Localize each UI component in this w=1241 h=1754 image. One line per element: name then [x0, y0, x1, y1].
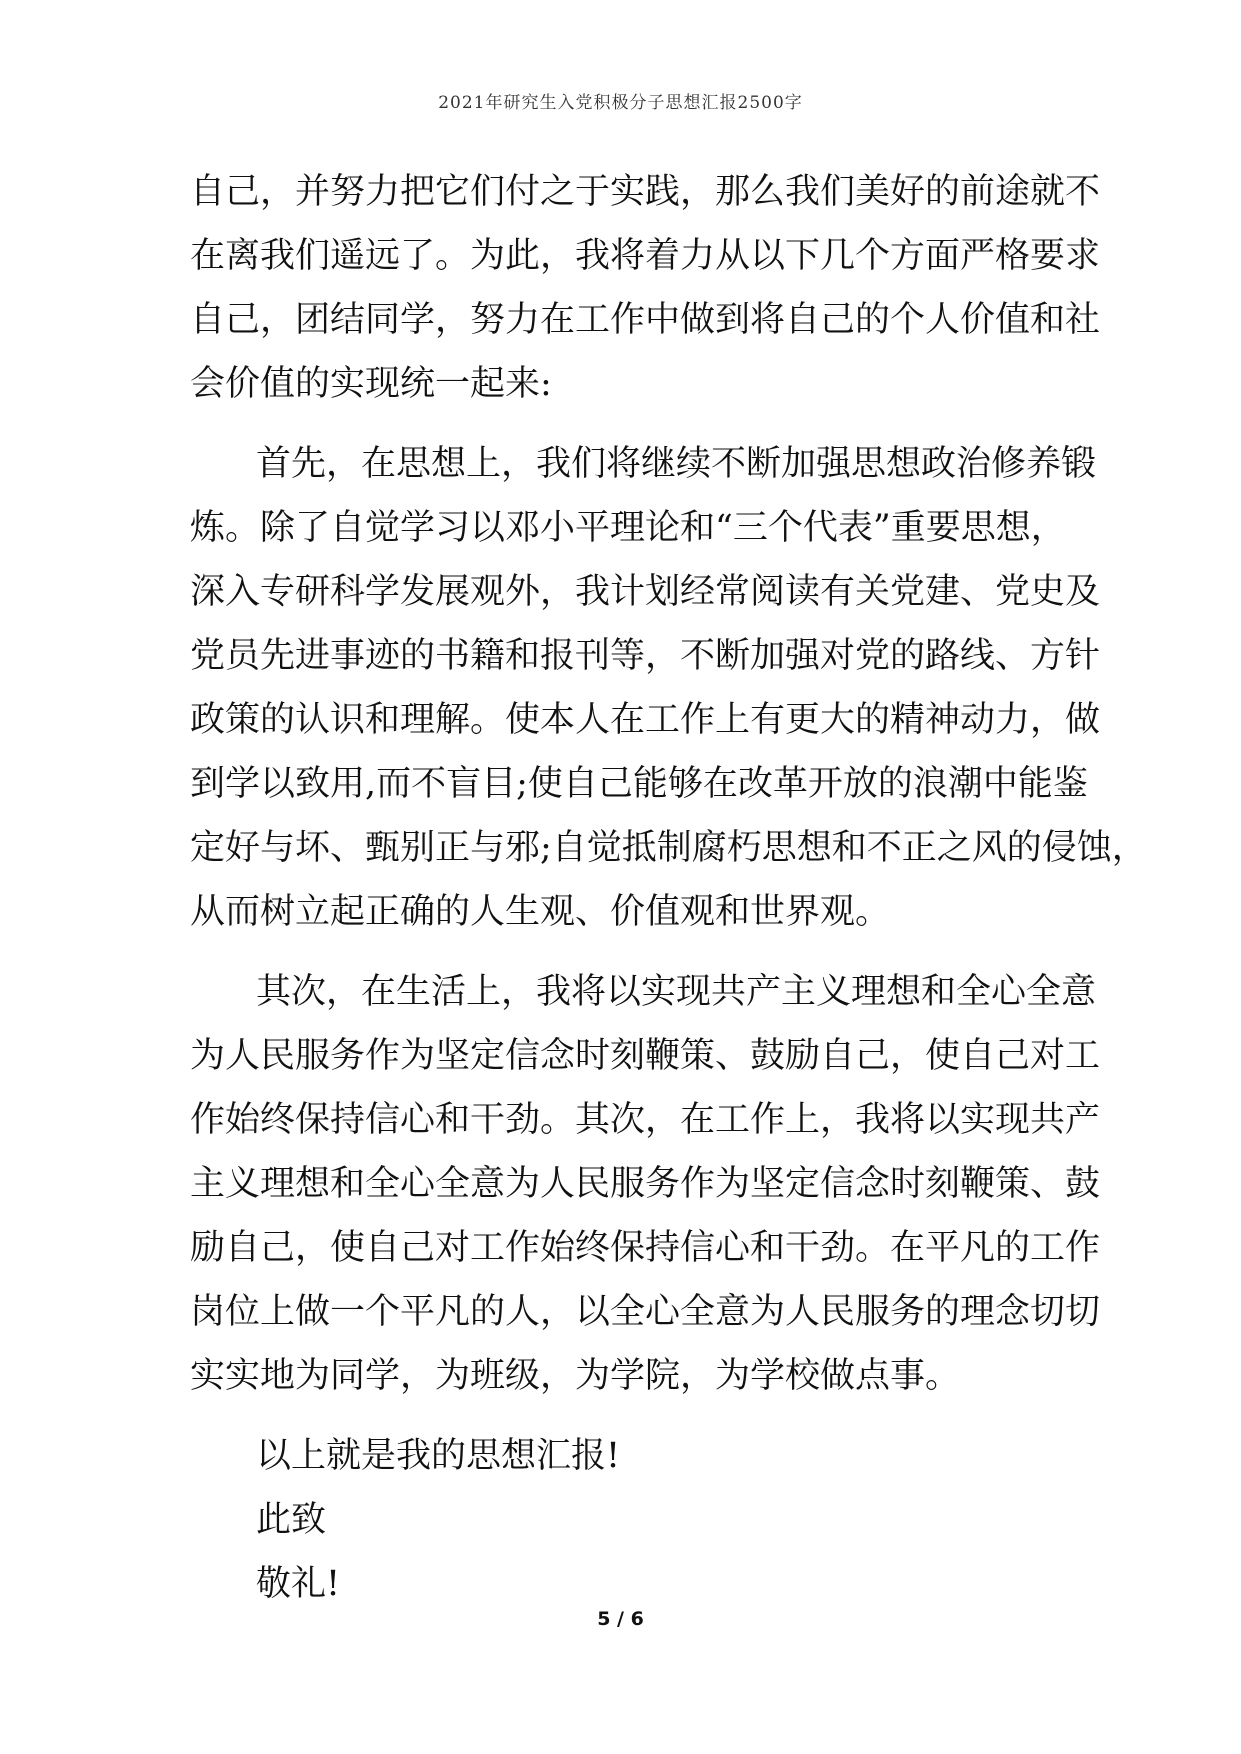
text-line: 首先，在思想上，我们将继续不断加强思想政治修养锻 [256, 444, 1097, 484]
text-line: 实实地为同学，为班级，为学院，为学校做点事。 [190, 1356, 961, 1396]
text-line: 为人民服务作为坚定信念时刻鞭策、鼓励自己，使自己对工 [190, 1036, 1101, 1076]
page-number: 5 / 6 [597, 1608, 644, 1630]
text-line: 会价值的实现统一起来: [190, 364, 552, 404]
text-line: 深入专研科学发展观外，我计划经常阅读有关党建、党史及 [190, 572, 1101, 612]
text-line: 岗位上做一个平凡的人，以全心全意为人民服务的理念切切 [190, 1292, 1101, 1332]
text-line: 作始终保持信心和干劲。其次，在工作上，我将以实现共产 [190, 1100, 1101, 1140]
text-line: 到学以致用,而不盲目;使自己能够在改革开放的浪潮中能鉴 [190, 764, 1088, 804]
closing-summary: 以上就是我的思想汇报! [256, 1436, 621, 1476]
text-line: 定好与坏、甄别正与邪;自觉抵制腐朽思想和不正之风的侵蚀， [190, 828, 1147, 868]
paragraph-continuation [190, 160, 1101, 416]
text-line: 在离我们遥远了。为此，我将着力从以下几个方面严格要求 [190, 236, 1101, 276]
text-line: 自己，并努力把它们付之于实践，那么我们美好的前途就不 [190, 172, 1101, 212]
text-line: 自己，团结同学，努力在工作中做到将自己的个人价值和社 [190, 300, 1101, 340]
paragraph-life-work [190, 960, 1101, 1408]
document-body [190, 160, 1147, 1616]
text-line: 从而树立起正确的人生观、价值观和世界观。 [190, 892, 891, 932]
text-line: 党员先进事迹的书籍和报刊等，不断加强对党的路线、方针 [190, 636, 1101, 676]
text-line: 主义理想和全心全意为人民服务作为坚定信念时刻鞭策、鼓 [190, 1164, 1101, 1204]
text-line: 政策的认识和理解。使本人在工作上有更大的精神动力，做 [190, 700, 1101, 740]
text-line: 其次，在生活上，我将以实现共产主义理想和全心全意 [256, 972, 1097, 1012]
closing-regards: 敬礼! [256, 1564, 341, 1604]
paragraph-ideology [190, 432, 1147, 944]
text-line: 炼。除了自觉学习以邓小平理论和“三个代表”重要思想， [190, 508, 1066, 548]
closing-salutation: 此致 [256, 1500, 327, 1540]
text-line: 励自己，使自己对工作始终保持信心和干劲。在平凡的工作 [190, 1228, 1101, 1268]
page-header-title: 2021年研究生入党积极分子思想汇报2500字 [438, 93, 803, 113]
